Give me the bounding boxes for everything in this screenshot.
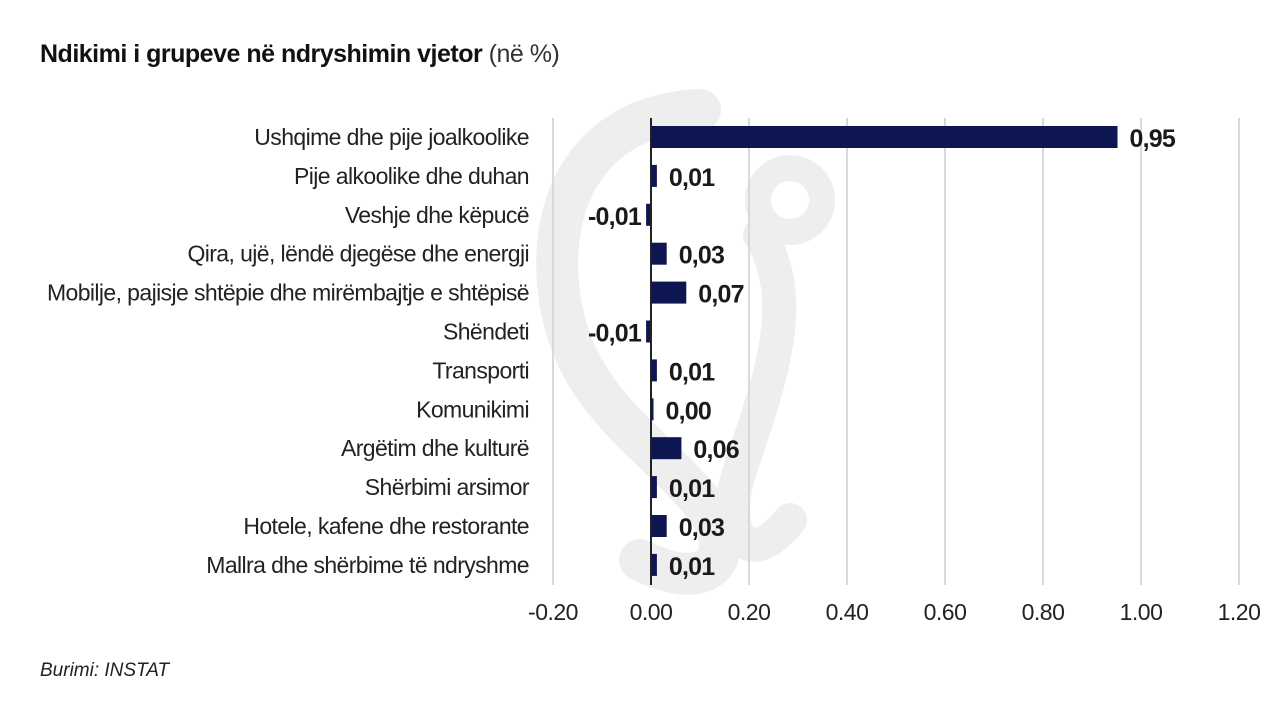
value-label-9: 0,01 [668, 475, 715, 504]
bar-9 [652, 476, 657, 498]
category-label-11: Mallra dhe shërbime të ndryshme [206, 551, 529, 578]
category-label-0: Ushqime dhe pije joalkoolike [254, 124, 529, 150]
bar-1 [652, 165, 657, 187]
value-label-4: 0,07 [698, 280, 744, 309]
category-label-4: Mobilje, pajisje shtëpie dhe mirëmbajtje e shtëpisë [46, 279, 529, 306]
category-label-8: Argëtim dhe kulturë [340, 435, 529, 462]
bar-0 [652, 126, 1118, 148]
x-tick-labels [528, 599, 1260, 625]
category-label-7: Komunikimi [416, 396, 529, 423]
value-label-10: 0,03 [678, 514, 725, 542]
value-label-6: 0,01 [668, 358, 715, 387]
value-label-3: 0,03 [678, 241, 725, 270]
value-labels [588, 125, 1176, 581]
chart-title-unit: (në %) [488, 40, 560, 68]
x-tick-label-2: 0.20 [727, 599, 771, 625]
category-label-1: Pije alkoolike dhe duhan [294, 162, 529, 189]
value-label-1: 0,01 [668, 163, 715, 192]
bar-8 [652, 437, 681, 459]
bar-10 [652, 515, 667, 537]
x-tick-label-7: 1.20 [1217, 599, 1261, 625]
gridlines [553, 118, 1239, 585]
chart-title-main: Ndikimi i grupeve në ndryshimin vjetor [40, 40, 483, 68]
bar-11 [652, 554, 657, 576]
category-label-5: Shëndeti [443, 318, 529, 345]
value-label-11: 0,01 [668, 552, 715, 581]
category-label-6: Transporti [432, 357, 529, 384]
category-label-9: Shërbimi arsimor [364, 474, 529, 501]
value-label-7: 0,00 [665, 397, 711, 426]
value-label-8: 0,06 [693, 436, 739, 465]
bar-4 [652, 282, 686, 304]
x-tick-label-4: 0.60 [923, 599, 967, 625]
source-note: Burimi: INSTAT [40, 660, 170, 681]
category-labels [47, 124, 530, 578]
category-label-2: Veshje dhe këpucë [344, 201, 529, 228]
x-tick-label-6: 1.00 [1119, 599, 1163, 625]
x-tick-label-3: 0.40 [825, 599, 869, 625]
category-label-3: Qira, ujë, lëndë djegëse dhe energji [187, 240, 529, 267]
category-label-10: Hotele, kafene dhe restorante [243, 513, 529, 539]
value-label-5: -0,01 [588, 319, 641, 348]
value-label-2: -0,01 [588, 202, 641, 231]
value-label-0: 0,95 [1129, 125, 1175, 153]
x-tick-label-0: -0.20 [528, 599, 578, 625]
bar-6 [652, 359, 657, 381]
x-tick-label-5: 0.80 [1021, 599, 1065, 625]
x-tick-label-1: 0.00 [629, 599, 673, 625]
bar-3 [652, 243, 667, 265]
